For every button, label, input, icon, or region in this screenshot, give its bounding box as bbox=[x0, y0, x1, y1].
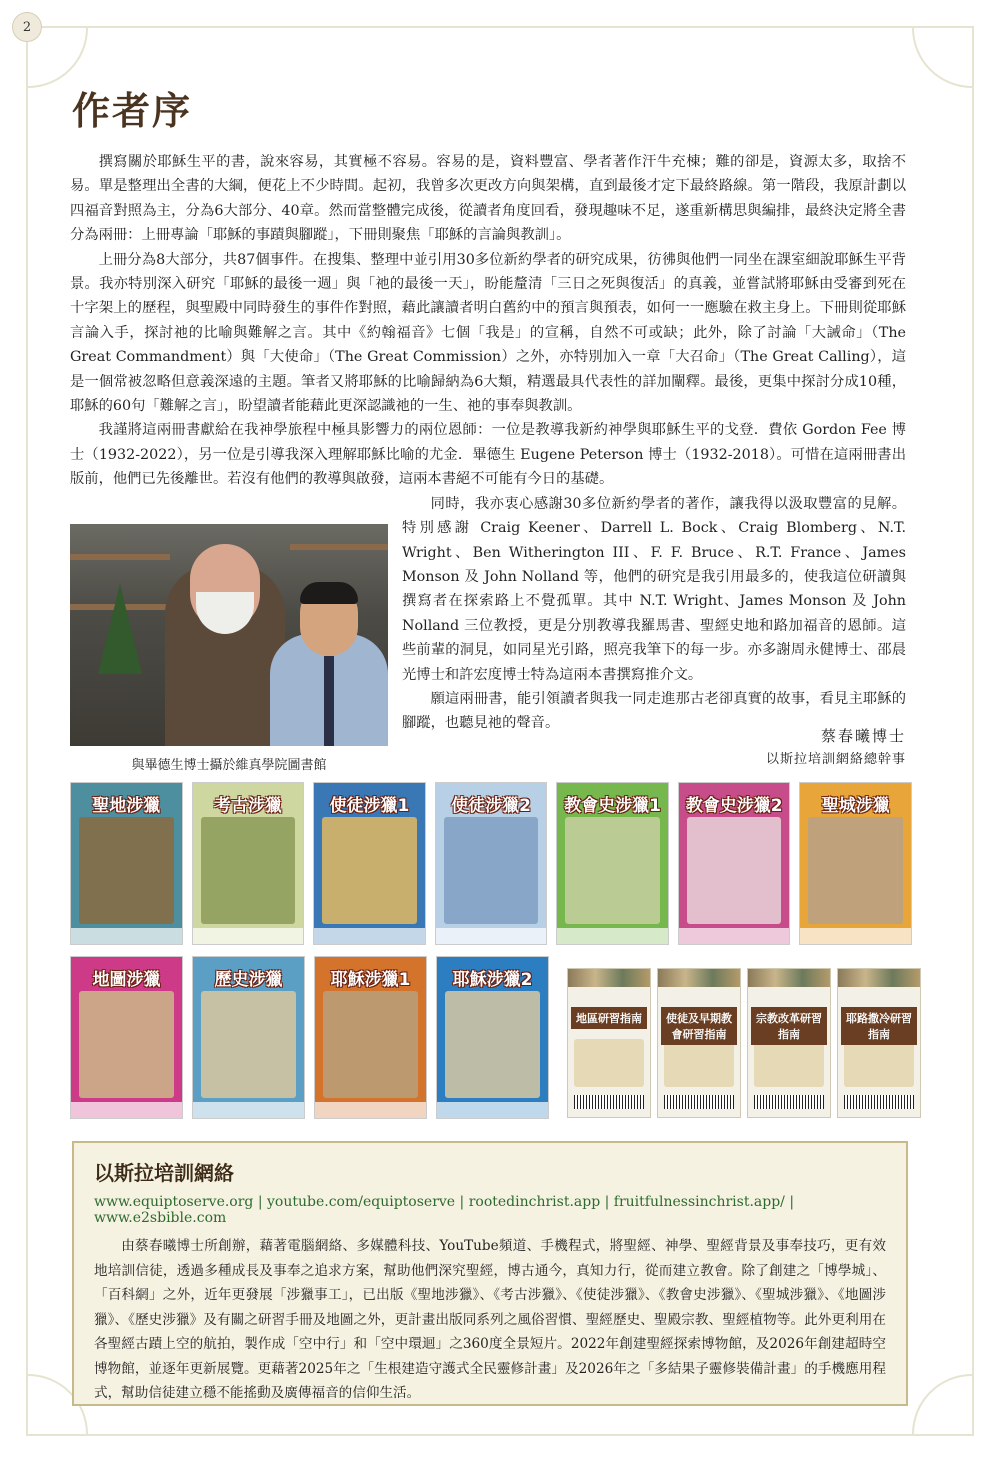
book-title: 耶穌涉獵2 bbox=[452, 970, 533, 990]
study-guides bbox=[567, 968, 921, 1119]
author-name: 蔡春曦博士 bbox=[820, 727, 906, 745]
book-cover bbox=[70, 956, 183, 1119]
map-illustration bbox=[565, 817, 660, 924]
book-cover bbox=[314, 956, 427, 1119]
map-illustration bbox=[444, 817, 539, 924]
page-number: 2 bbox=[12, 12, 42, 42]
book-title: 教會史涉獵1 bbox=[564, 796, 662, 816]
map-illustration bbox=[323, 991, 418, 1098]
book-title: 聖城涉獵 bbox=[821, 796, 890, 816]
book-title: 聖地涉獵 bbox=[92, 796, 161, 816]
paragraph: 願這兩冊書，能引領讀者與我一同走進那古老卻真實的故事，看見主耶穌的腳蹤，也聽見祂的聲音。 bbox=[402, 690, 906, 732]
paragraph: 撰寫關於耶穌生平的書，說來容易，其實極不容易。容易的是，資料豐富、學者著作汗牛充棟；難的卻是，資源太多，取捨不易。單是整理出全書的大綱，便花上不少時間。起初，我曾多次更改方向與架構，直到最後才定下最終路線。第一階段，我原計劃以四福音對照為主，分為6大部分、40章。然而當整體完成後，從讀者角度回看，發現趣味不足，遂重新構思與編排，最終決定將全書分為兩冊：上冊專論「耶穌的事蹟與腳蹤」，下冊則聚焦「耶穌的言論與教訓」。 bbox=[70, 154, 906, 244]
book-title: 地圖涉獵 bbox=[92, 970, 161, 990]
page-title: 作者序 bbox=[72, 88, 193, 133]
book-covers bbox=[70, 782, 912, 1130]
frame-corner bbox=[912, 28, 972, 88]
study-guide-cover bbox=[747, 968, 831, 1118]
book-row bbox=[70, 956, 912, 1119]
book-title: 使徒涉獵2 bbox=[451, 796, 531, 816]
study-guide-cover bbox=[657, 968, 741, 1118]
org-title: 以斯拉培訓網絡 bbox=[94, 1161, 234, 1185]
paragraph: 我謹將這兩冊書獻給在我神學旅程中極具影響力的兩位恩師：一位是教導我新約神學與耶穌生平的戈登．費依 Gordon Fee 博士（1932-2022），另一位是引導我深入理解耶穌比喻的尤金．畢德生 Eugene Peterson 博士（1932-2018）。可惜在這兩冊書出版前，他們已先後離世。若沒有他們的教導與啟發，這兩本書絕不可能有今日的基礎。 bbox=[70, 422, 906, 488]
guide-title: 耶路撒冷研習指南 bbox=[841, 1007, 917, 1045]
guide-title: 地區研習指南 bbox=[571, 1007, 647, 1029]
guide-title: 使徒及早期教會研習指南 bbox=[661, 1007, 737, 1045]
book-title: 耶穌涉獵1 bbox=[330, 970, 411, 990]
photo-caption: 與畢德生博士攝於維真學院圖書館 bbox=[131, 758, 327, 773]
study-guide-cover bbox=[837, 968, 921, 1118]
book-cover bbox=[313, 782, 426, 945]
map-illustration bbox=[808, 817, 903, 924]
org-links[interactable]: www.equiptoserve.org | youtube.com/equiptoserve | rootedinchrist.app | fruitfulnessinchrist.app/ | www.e2sbible.com bbox=[94, 1194, 795, 1226]
map-illustration bbox=[322, 817, 417, 924]
book-cover bbox=[192, 956, 305, 1119]
study-guide-cover bbox=[567, 968, 651, 1118]
book-title: 考古涉獵 bbox=[213, 796, 282, 816]
organization-box bbox=[72, 1141, 908, 1406]
book-title: 使徒涉獵1 bbox=[329, 796, 410, 816]
paragraph: 上冊分為8大部分，共87個事件。在搜集、整理中並引用30多位新約學者的研究成果，彷彿與他們一同坐在課室細說耶穌生平背景。我亦特別深入研究「耶穌的最後一週」與「祂的最後一天」，盼能釐清「三日之死與復活」的真義，並嘗試將耶穌由受審到死在十字架上的歷程，與聖殿中同時發生的事件作對照，藉此讓讀者明白舊約中的預言與預表，如何一一應驗在救主身上。下冊則從耶穌言論入手，探討祂的比喻與難解之言。其中《約翰福音》七個「我是」的宣稱，自然不可或缺；此外，除了討論「大誡命」（The Great Commandment）與「大使命」（The Great Commission）之外，亦特別加入一章「大召命」（The Great Calling），這是一個常被忽略但意義深遠的主題。筆者又將耶穌的比喻歸納為6大類，精選最具代表性的詳加闡釋。最後，更集中探討分成10種，耶穌的60句「難解之言」，盼望讀者能藉此更深認識祂的一生、祂的事奉與教訓。 bbox=[70, 251, 906, 415]
map-illustration bbox=[201, 991, 296, 1098]
signature-block bbox=[766, 724, 906, 772]
book-row bbox=[70, 782, 912, 945]
book-cover bbox=[436, 956, 549, 1119]
book-title: 歷史涉獵 bbox=[214, 970, 283, 990]
guide-title: 宗教改革研習指南 bbox=[751, 1007, 827, 1045]
author-photo bbox=[70, 524, 388, 746]
book-cover bbox=[799, 782, 912, 945]
author-photo-block bbox=[70, 524, 388, 773]
map-illustration bbox=[445, 991, 540, 1098]
map-illustration bbox=[201, 817, 296, 924]
book-cover bbox=[192, 782, 305, 945]
book-cover bbox=[556, 782, 669, 945]
book-cover bbox=[70, 782, 183, 945]
paragraph: 同時，我亦衷心感謝30多位新約學者的著作，讓我得以汲取豐富的見解。特別感謝 Craig Keener、Darrell L. Bock、Craig Blomberg、N.T. Wright、Ben Witherington III、F. F. Bruce、R.T. France、James Monson 及 John Nolland 等，他們的研究是我引用最多的，使我這位研讀與撰寫者在探索路上不覺孤單。其中 N.T. Wright、James Monson 及 John Nolland 三位教授，更是分別教導我羅馬書、聖經史地和路加福音的恩師。這些前輩的洞見，如同星光引路，照亮我筆下的每一步。亦多謝周永健博士、邵晨光博士和許宏度博士特為這兩本書撰寫推介文。 bbox=[402, 495, 906, 683]
map-illustration bbox=[79, 991, 174, 1098]
map-illustration bbox=[79, 817, 174, 924]
christmas-tree bbox=[98, 584, 142, 674]
frame-corner bbox=[912, 1374, 972, 1434]
book-title: 教會史涉獵2 bbox=[685, 796, 783, 816]
book-cover bbox=[435, 782, 548, 945]
map-illustration bbox=[687, 817, 782, 924]
book-cover bbox=[678, 782, 791, 945]
author-role: 以斯拉培訓網絡總幹事 bbox=[765, 752, 906, 767]
org-description: 由蔡春曦博士所創辦，藉著電腦網絡、多媒體科技、YouTube頻道、手機程式，將聖經、神學、聖經背景及事奉技巧，更有效地培訓信徒，透過多種成長及事奉之追求方案，幫助他們深究聖經，博古通今，真知力行，從而建立教會。除了創建之「博學城」、「百科網」之外，近年更發展「涉獵事工」，已出版《聖地涉獵》、《考古涉獵》、《使徒涉獵》、《教會史涉獵》、《聖城涉獵》、《地圖涉獵》、《歷史涉獵》及有關之研習手冊及地圖之外，更計畫出版同系列之風俗習慣、聖經歷史、聖殿宗教、聖經植物等。此外更利用在各聖經古蹟上空的航拍，製作成「空中行」和「空中環迴」之360度全景短片。2022年創建聖經探索博物館，及2026年創建超時空博物館，並逐年更新展覽。更藉著2025年之「生根建造守護式全民靈修計畫」及2026年之「多結果子靈修裝備計畫」的手機應用程式，幫助信徒建立穩不能搖動及廣傳福音的信仰生活。 bbox=[94, 1238, 886, 1401]
